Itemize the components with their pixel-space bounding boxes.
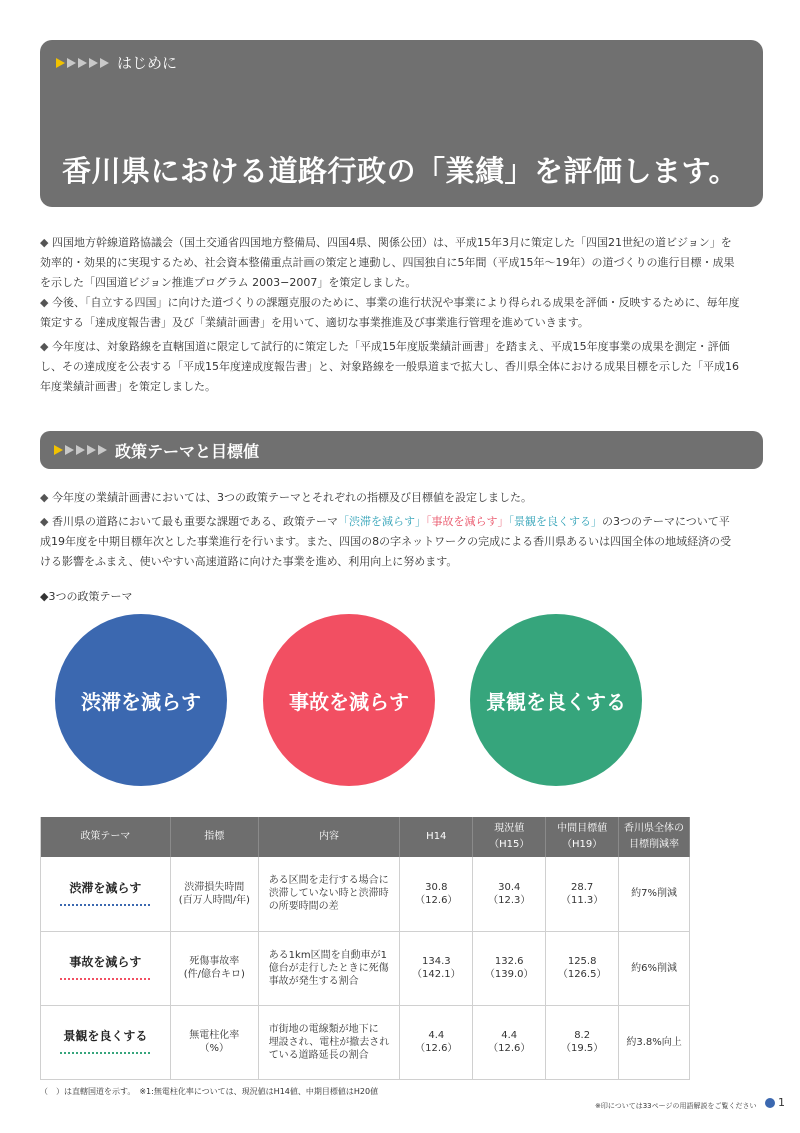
diamond-bullet-icon: ◆ [40,340,49,353]
row-index [170,931,258,1005]
index-unit: （%） [199,1043,230,1054]
row-mid [546,931,619,1005]
dotted-underline [60,977,150,980]
themes-label-text: 3つの政策テーマ [48,590,133,603]
value-sub: （12.6） [488,1043,531,1054]
col-index: 指標 [170,817,258,857]
index-label: 無電柱化率 [189,1030,240,1041]
paragraph-text: 今年度は、対象路線を直轄国道に限定して試行的に策定した「平成15年度版業績計画書」を踏まえ、平成15年度事業の成果を測定・評価し、その達成度を公表する「平成15年度達成度報告書」と、対象路線を一般県道まで拡大し、香川県全体における成果目標を示した「平成16年度業績計画書」を策定しました。 [40,340,739,393]
col-mid-sub: （H19） [562,839,603,850]
col-rate-label: 香川県全体の [624,823,685,834]
paragraph-text: の3つのテーマについて平成19年度を中期目標年次とした事業進行を行います。また、四国の8の字ネットワークの完成による香川県あるいは四国全体の地域経済の受ける影響をふまえ、使いやすい高速道路に向けた事業を進め、利用向上に努めます。 [40,515,732,568]
content-line: 市街地の電線類が地下に [268,1023,379,1035]
table-row [41,1005,690,1079]
index-label: 死傷事故率 [189,956,240,967]
section-bar-policy-themes [40,431,763,469]
col-mid [546,817,619,857]
dotted-underline [60,1051,150,1054]
content-line: 埋設され、電柱が撤去され [268,1036,390,1048]
row-mid [546,857,619,931]
content-line: 渋滞していない時と渋滞時 [268,888,389,900]
content-line: ある1km区間を自動車が1 [268,949,387,961]
value: 8.2 [574,1030,591,1041]
col-content: 内容 [258,817,400,857]
diamond-bullet-icon: ◆ [40,590,49,603]
diamond-bullet-icon: ◆ [40,296,49,309]
intro-paragraph-2 [40,293,740,333]
col-rate [619,817,690,857]
row-content [258,857,400,931]
value: 4.4 [428,1030,445,1041]
row-current [473,1005,546,1079]
value-sub: （12.6） [415,894,458,906]
table-header-row [41,817,690,857]
row-content [258,1005,400,1079]
value-sub: （142.1） [411,969,461,980]
row-index [170,1005,258,1079]
col-mid-label: 中間目標値 [557,823,608,834]
theme-ref-accident: 「事故を減らす」 [426,515,509,528]
intro-header-band [40,40,763,207]
policy-paragraph-2 [40,512,740,572]
table-footnote: （ ）は直轄国道を示す。 ※1:無電柱化率については、現況値はH14値、中期目標値はH20値 [40,1087,379,1096]
content-line: 億台が走行したときに死傷 [268,962,389,974]
intro-paragraph-3 [40,337,740,397]
col-rate-sub: 目標削減率 [629,839,680,850]
row-h14 [400,931,473,1005]
index-unit: (百万人時間/年) [178,894,250,906]
value: 30.4 [498,881,521,893]
value: 125.8 [567,956,597,967]
row-mid [546,1005,619,1079]
row-theme [41,857,171,931]
content-line: 事故が発生する割合 [268,975,359,987]
content-line: の所要時間の差 [268,901,339,913]
value-sub: （126.5） [557,969,607,980]
value-sub: （139.0） [484,969,534,980]
targets-table [40,817,690,1080]
row-theme [41,1005,171,1079]
value: 4.4 [501,1030,518,1041]
value-sub: （19.5） [561,1043,604,1054]
page-number [765,1096,785,1109]
paragraph-text: 四国地方幹線道路協議会（国土交通省四国地方整備局、四国4県、関係公団）は、平成15年3月に策定した「四国21世紀の道ビジョン」を効率的・効果的に実現するため、社会資本整備重点計画の策定と連動し、四国独自に5年間（平成15年～19年）の道づくりの進行目標・成果を示した「四国道ビジョン推進プログラム 2003−2007」を策定しました。 [40,236,735,289]
row-current [473,931,546,1005]
theme-circle-scenery: 景観を良くする [470,614,642,786]
theme-ref-scenery: 「景観を良くする」 [508,515,602,528]
theme-circle-congestion: 渋滞を減らす [55,614,227,786]
value: 134.3 [421,956,451,967]
row-rate: 約7%削減 [619,857,690,931]
content-line: ある区間を走行する場合に [268,875,389,887]
col-theme: 政策テーマ [41,817,171,857]
col-h14: H14 [400,817,473,857]
value: 132.6 [494,956,524,967]
diamond-bullet-icon: ◆ [40,515,49,528]
page-headline: 香川県における道路行政の「業績」を評価します。 [62,154,739,188]
theme-ref-congestion: 「渋滞を減らす」 [338,515,426,528]
content-line: ている道路延長の割合 [268,1049,369,1061]
dotted-underline [60,903,150,906]
arrow-bullets-icon [56,58,109,68]
row-rate: 約3.8%向上 [619,1005,690,1079]
row-rate: 約6%削減 [619,931,690,1005]
arrow-bullets-icon [54,445,107,455]
paragraph-text: 今年度の業績計画書においては、3つの政策テーマとそれぞれの指標及び目標値を設定しました。 [52,491,532,504]
paragraph-text: 香川県の道路において最も重要な課題である、政策テーマ [52,515,338,528]
glossary-reference: ※印については33ページの用語解説をご覧ください [595,1102,757,1110]
value-sub: （11.3） [561,894,604,906]
row-theme [41,931,171,1005]
section-title: 政策テーマと目標値 [115,441,260,461]
index-unit: (件/億台キロ) [183,969,245,980]
value-sub: （12.6） [415,1043,458,1054]
themes-label [40,588,132,604]
paragraph-text: 今後、「自立する四国」に向けた道づくりの課題克服のために、事業の進行状況や事業により得られる成果を評価・反映するために、毎年度策定する「達成度報告書」及び「業績計画書」を用いて、適切な事業推進及び事業進行管理を進めていきます。 [40,296,740,329]
value: 28.7 [571,881,594,893]
diamond-bullet-icon: ◆ [40,236,49,249]
theme-circle-accident: 事故を減らす [263,614,435,786]
col-current [473,817,546,857]
page-number-text: 1 [778,1096,785,1109]
section-title: はじめに [117,54,178,72]
row-content [258,931,400,1005]
index-label: 渋滞損失時間 [184,881,245,893]
row-h14 [400,1005,473,1079]
section-label-intro [56,52,177,73]
col-current-sub: （H15） [489,839,530,850]
table-row [41,931,690,1005]
row-theme-label: 渋滞を減らす [69,880,142,895]
intro-paragraph-1 [40,233,740,293]
table-row [41,857,690,931]
row-theme-label: 景観を良くする [63,1029,148,1043]
col-current-label: 現況値 [494,823,525,834]
row-theme-label: 事故を減らす [69,955,142,969]
value: 30.8 [425,881,448,893]
value-sub: （12.3） [488,894,531,906]
page-dot-icon [765,1098,775,1108]
diamond-bullet-icon: ◆ [40,491,49,504]
row-h14 [400,857,473,931]
row-index [170,857,258,931]
row-current [473,857,546,931]
policy-paragraph-1 [40,488,740,508]
